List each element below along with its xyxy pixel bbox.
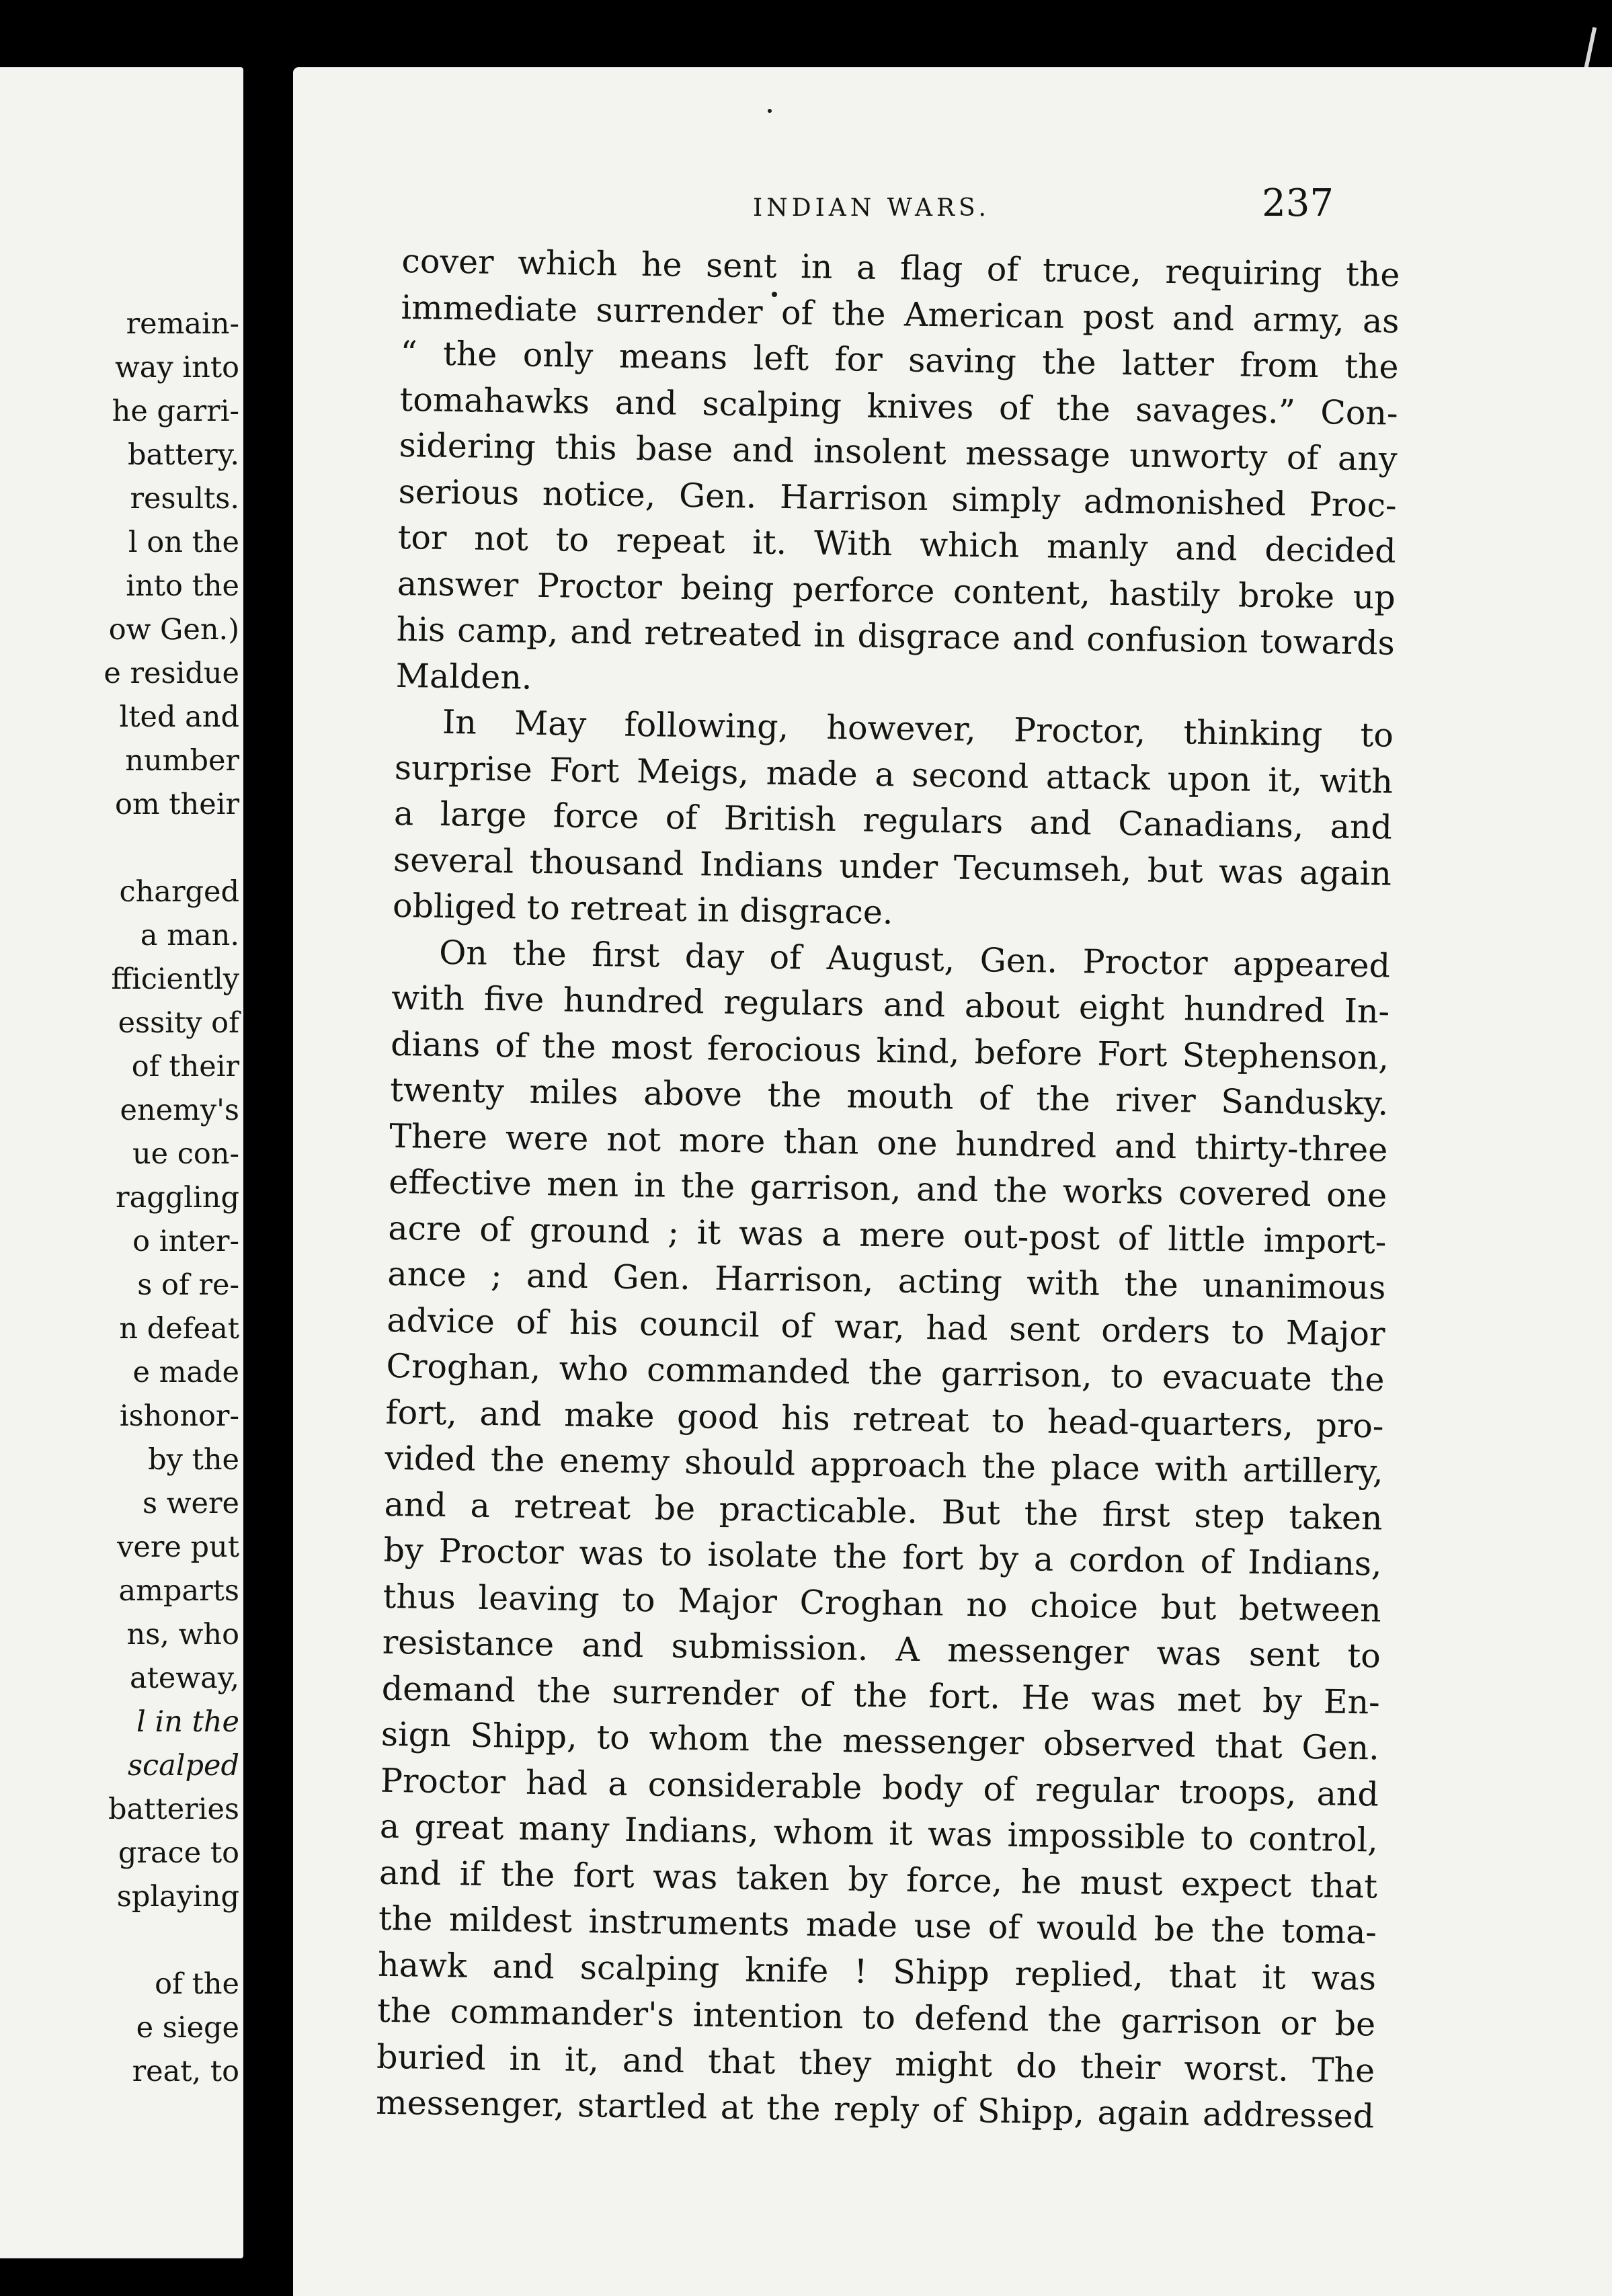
body-line: the commander's intention to defend the garrison or be bbox=[376, 1991, 1376, 2044]
left-page-line: ateway, bbox=[129, 1662, 239, 1695]
body-line: acre of ground ; it was a mere out-post of little import- bbox=[388, 1208, 1387, 1262]
body-line: a great many Indians, whom it was impossible to control, bbox=[379, 1807, 1379, 1860]
body-line: immediate surrender of the American post and army, as bbox=[401, 288, 1400, 341]
left-page-line: way into bbox=[114, 351, 239, 384]
body-line: several thousand Indians under Tecumseh, but was again bbox=[393, 840, 1392, 893]
body-line: thus leaving to Major Croghan no choice but between bbox=[382, 1577, 1382, 1630]
left-page-line: by the bbox=[148, 1443, 239, 1477]
body-line: cover which he sent in a flag of truce, requiring the bbox=[401, 241, 1400, 294]
left-page-line: he garri- bbox=[112, 395, 239, 428]
body-line: serious notice, Gen. Harrison simply admonished Proc- bbox=[398, 472, 1398, 525]
left-page-text bbox=[0, 302, 239, 2094]
left-page-line: e residue bbox=[104, 657, 239, 690]
body-line: tomahawks and scalping knives of the savages.” Con- bbox=[399, 380, 1398, 433]
body-line: obliged to retreat in disgrace. bbox=[392, 886, 893, 932]
body-line: messenger, startled at the reply of Shipp, again addressed bbox=[375, 2083, 1375, 2136]
left-page-line: ishonor- bbox=[119, 1399, 239, 1433]
body-line: the mildest instruments made use of would be the toma- bbox=[378, 1899, 1377, 1952]
left-page-line: number bbox=[125, 744, 239, 778]
left-page-line bbox=[0, 1919, 239, 1963]
body-text bbox=[376, 239, 1400, 2140]
left-page-line: s were bbox=[143, 1487, 239, 1520]
body-line: In May following, however, Proctor, thinking to bbox=[442, 702, 1394, 755]
body-line: dians of the most ferocious kind, before Fort Stephenson, bbox=[390, 1024, 1389, 1077]
body-line: resistance and submission. A messenger was sent to bbox=[382, 1623, 1381, 1676]
body-line: vided the enemy should approach the place with artillery, bbox=[385, 1438, 1383, 1491]
left-page-line: grace to bbox=[118, 1836, 239, 1870]
running-head bbox=[484, 181, 1344, 225]
left-page-line: ue con- bbox=[132, 1137, 239, 1171]
body-line: On the first day of August, Gen. Proctor appeared bbox=[438, 933, 1391, 985]
left-page-line: e siege bbox=[136, 2011, 239, 2045]
left-page-line: e made bbox=[132, 1356, 239, 1389]
left-page-line: om their bbox=[114, 788, 239, 821]
body-line: tor not to repeat it. With which manly and decided bbox=[397, 518, 1397, 571]
body-line: twenty miles above the mouth of the river Sandusky. bbox=[389, 1070, 1389, 1123]
left-page-line: of the bbox=[155, 1967, 239, 2001]
body-line: a large force of British regulars and Canadians, and bbox=[393, 794, 1393, 847]
left-page-line: fficiently bbox=[111, 962, 239, 996]
body-line: buried in it, and that they might do their worst. The bbox=[376, 2037, 1375, 2090]
running-head-title: INDIAN WARS. bbox=[753, 194, 990, 222]
body-line: hawk and scalping knife ! Shipp replied, that it was bbox=[377, 1945, 1377, 1998]
left-page-line: vere put bbox=[117, 1530, 239, 1564]
left-page-line: essity of bbox=[118, 1006, 239, 1040]
left-page-line: s of re- bbox=[137, 1268, 239, 1302]
body-line: and a retreat be practicable. But the first step taken bbox=[384, 1485, 1383, 1538]
left-page-line: splaying bbox=[116, 1880, 239, 1914]
left-page bbox=[0, 67, 243, 2258]
body-line: Croghan, who commanded the garrison, to evacuate the bbox=[386, 1346, 1385, 1399]
left-page-line: reat, to bbox=[132, 2055, 239, 2088]
body-line: Proctor had a considerable body of regular troops, and bbox=[380, 1761, 1379, 1814]
left-page-line: batteries bbox=[108, 1793, 239, 1826]
left-page-line: battery. bbox=[128, 438, 239, 472]
body-line: ance ; and Gen. Harrison, acting with the unanimous bbox=[387, 1254, 1386, 1307]
body-line: sign Shipp, to whom the messenger observed that Gen. bbox=[380, 1715, 1380, 1768]
body-line: and if the fort was taken by force, he must expect that bbox=[378, 1853, 1378, 1905]
left-page-line: raggling bbox=[116, 1181, 239, 1215]
left-page-line: amparts bbox=[118, 1574, 239, 1608]
body-line: There were not more than one hundred and thirty-three bbox=[389, 1116, 1388, 1170]
body-line: advice of his council of war, had sent orders to Major bbox=[387, 1301, 1385, 1354]
ink-speck bbox=[768, 109, 772, 113]
left-page-line: results. bbox=[130, 482, 239, 516]
body-line: sidering this base and insolent message unworty of any bbox=[399, 425, 1398, 479]
left-page-line: n defeat bbox=[119, 1312, 239, 1346]
left-page-line: charged bbox=[119, 875, 239, 909]
body-line: surprise Fort Meigs, made a second attack upon it, with bbox=[394, 748, 1394, 801]
left-page-line: remain- bbox=[126, 307, 239, 341]
body-line: fort, and make good his retreat to head-quarters, pro- bbox=[385, 1393, 1384, 1446]
body-line: “ the only means left for saving the latter from the bbox=[400, 333, 1399, 386]
body-line: Malden. bbox=[395, 656, 532, 697]
left-page-line: l on the bbox=[128, 526, 239, 559]
page-number: 237 bbox=[1262, 181, 1334, 225]
left-page-line: ow Gen.) bbox=[108, 613, 239, 647]
body-line: his camp, and retreated in disgrace and confusion towards bbox=[396, 610, 1396, 663]
left-page-line bbox=[0, 827, 239, 870]
body-line: demand the surrender of the fort. He was met by En- bbox=[381, 1669, 1381, 1722]
left-page-line: a man. bbox=[140, 919, 239, 952]
body-line: effective men in the garrison, and the works covered one bbox=[389, 1162, 1387, 1215]
body-line: answer Proctor being perforce content, hastily broke up bbox=[397, 564, 1396, 617]
left-page-line: into the bbox=[126, 569, 239, 603]
left-page-line: l in the bbox=[136, 1705, 239, 1739]
body-line: by Proctor was to isolate the fort by a cordon of Indians, bbox=[383, 1530, 1383, 1584]
left-page-line: scalped bbox=[127, 1749, 239, 1782]
left-page-line: ns, who bbox=[126, 1618, 239, 1651]
body-line: with five hundred regulars and about eight hundred In- bbox=[391, 978, 1390, 1031]
left-page-line: of their bbox=[131, 1050, 239, 1083]
left-page-line: enemy's bbox=[120, 1094, 239, 1127]
left-page-line: o inter- bbox=[132, 1225, 239, 1258]
left-page-line: lted and bbox=[119, 700, 239, 734]
